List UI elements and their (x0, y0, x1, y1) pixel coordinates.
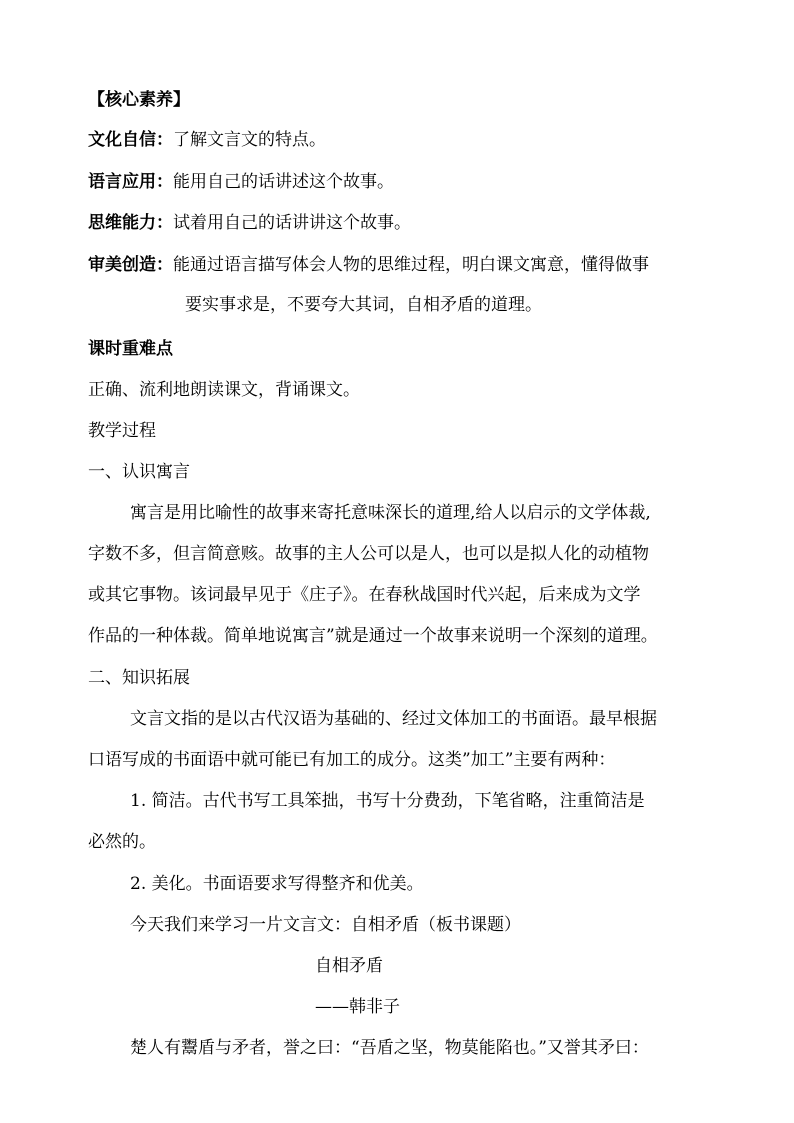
difficulty-text: 正确、流利地朗读课文，背诵课文。 (88, 380, 360, 400)
literacy-label: 文化自信： (88, 130, 173, 150)
literacy-item-language (88, 170, 394, 194)
paragraph-line: 或其它事物。该词最早见于《庄子》。在春秋战国时代兴起，后来成为文学 (88, 585, 641, 605)
text-title: 自相矛盾 (315, 956, 383, 976)
difficulty-heading: 课时重难点 (88, 339, 173, 359)
literacy-text: 能通过语言描写体会人物的思维过程，明白课文寓意，懂得做事 (173, 255, 649, 275)
list-item-continued: 必然的。 (88, 832, 156, 852)
list-item: 1. 简洁。古代书写工具笨拙，书写十分费劲，下笔省略，注重简洁是 (130, 791, 645, 811)
core-literacy-heading: 【核心素养】 (88, 90, 190, 110)
literacy-text: 试着用自己的话讲讲这个故事。 (173, 213, 411, 233)
literacy-item-thinking (88, 211, 411, 235)
literacy-text: 能用自己的话讲述这个故事。 (173, 172, 394, 192)
literacy-label: 思维能力： (88, 213, 173, 233)
lesson-intro: 今天我们来学习一片文言文：自相矛盾（板书课题） (130, 915, 521, 935)
text-author: ——韩非子 (315, 997, 400, 1017)
paragraph-line: 文言文指的是以古代汉语为基础的、经过文体加工的书面语。最早根据 (130, 709, 657, 729)
classical-text-line: 楚人有鬻盾与矛者，誉之曰：“吾盾之坚，物莫能陷也。”又誉其矛曰： (130, 1038, 649, 1058)
paragraph-line: 作品的一种体裁。简单地说寓言”就是通过一个故事来说明一个深刻的道理。 (88, 626, 658, 646)
literacy-label: 语言应用： (88, 172, 173, 192)
paragraph-line: 寓言是用比喻性的故事来寄托意味深长的道理,给人以启示的文学体裁, (130, 503, 651, 523)
paragraph-line: 口语写成的书面语中就可能已有加工的成分。这类”加工”主要有两种： (88, 750, 616, 770)
literacy-aesthetic-continued: 要实事求是，不要夸大其词，自相矛盾的道理。 (185, 295, 542, 315)
literacy-text: 了解文言文的特点。 (173, 130, 326, 150)
literacy-item-aesthetic (88, 253, 649, 277)
paragraph-line: 字数不多，但言简意赅。故事的主人公可以是人，也可以是拟人化的动植物 (88, 544, 649, 564)
section2-heading: 二、知识拓展 (88, 668, 190, 688)
list-item: 2. 美化。书面语要求写得整齐和优美。 (130, 874, 424, 894)
literacy-label: 审美创造： (88, 255, 173, 275)
process-heading: 教学过程 (88, 421, 156, 441)
literacy-item-culture (88, 128, 326, 152)
section1-heading: 一、认识寓言 (88, 462, 190, 482)
